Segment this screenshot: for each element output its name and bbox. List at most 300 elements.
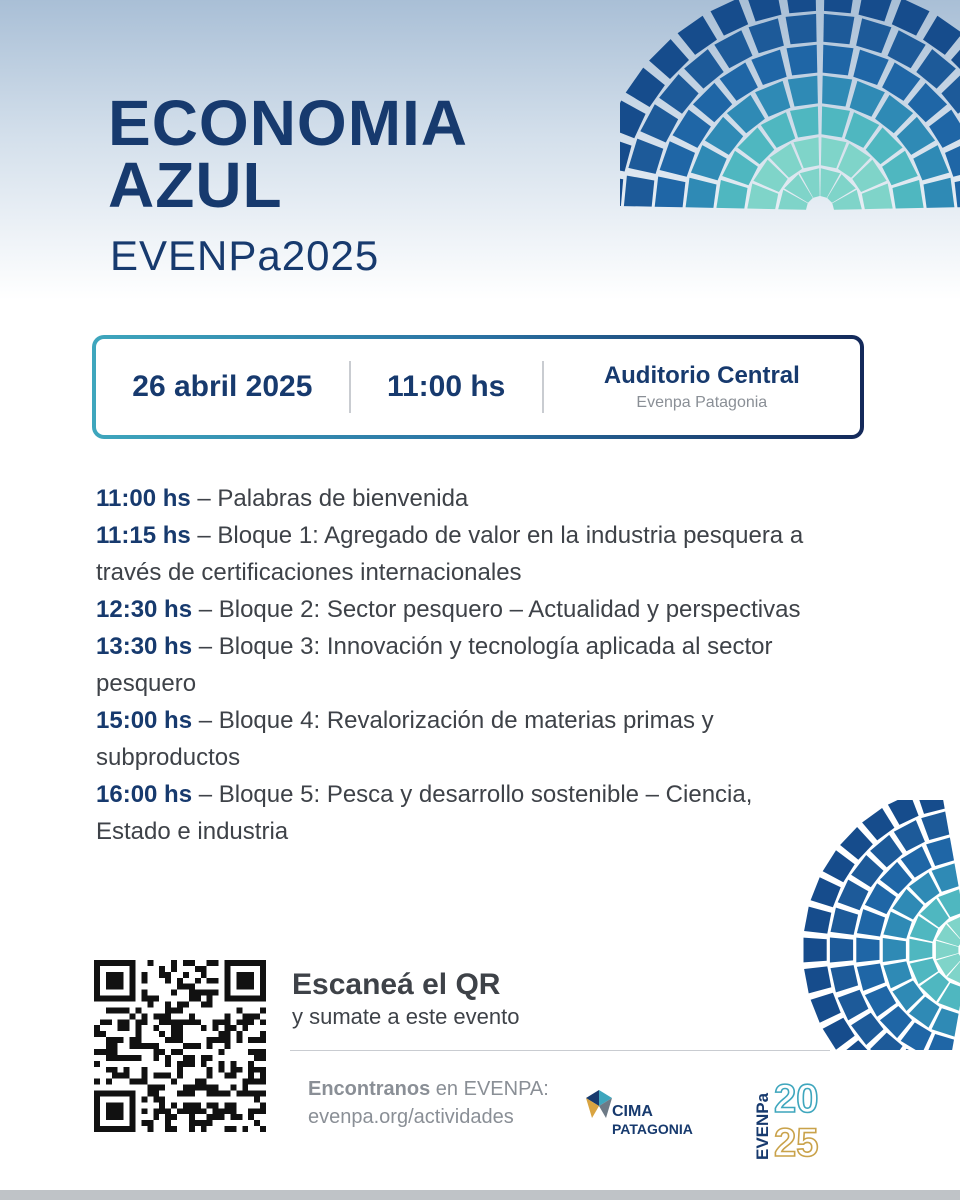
qr-module bbox=[159, 1096, 165, 1102]
qr-module bbox=[201, 966, 207, 972]
qr-module bbox=[106, 1049, 112, 1055]
mosaic-tile bbox=[788, 76, 818, 107]
mosaic-tile bbox=[921, 812, 949, 841]
qr-module bbox=[189, 1061, 195, 1067]
qr-module bbox=[112, 1055, 118, 1061]
qr-module bbox=[260, 1079, 266, 1085]
event-venue: Auditorio Central bbox=[603, 362, 800, 389]
qr-module bbox=[260, 1049, 266, 1055]
qr-module bbox=[219, 1067, 225, 1073]
mosaic-tile bbox=[893, 180, 924, 209]
qr-module bbox=[124, 1019, 130, 1025]
qr-module bbox=[112, 1007, 118, 1013]
qr-module bbox=[248, 1019, 254, 1025]
qr-module bbox=[147, 1126, 153, 1132]
qr-module bbox=[141, 1067, 147, 1073]
qr-module bbox=[177, 1049, 183, 1055]
qr-module bbox=[141, 1073, 147, 1079]
qr-module bbox=[171, 1025, 177, 1031]
qr-module bbox=[207, 960, 213, 966]
qr-module bbox=[236, 1090, 242, 1096]
qr-module bbox=[230, 1102, 236, 1108]
qr-module bbox=[171, 1037, 177, 1043]
mosaic-tile bbox=[909, 939, 932, 961]
qr-module bbox=[254, 1049, 260, 1055]
mosaic-tile bbox=[823, 850, 855, 882]
mosaic-tile bbox=[678, 16, 717, 55]
qr-module bbox=[124, 1025, 130, 1031]
cima-logo-line-2: PATAGONIA bbox=[612, 1121, 693, 1137]
qr-module bbox=[207, 1055, 213, 1061]
qr-module bbox=[159, 1019, 165, 1025]
mosaic-tile bbox=[888, 30, 926, 68]
qr-module bbox=[219, 1049, 225, 1055]
qr-module bbox=[248, 1114, 254, 1120]
qr-module bbox=[201, 1055, 207, 1061]
qr-module bbox=[159, 1073, 165, 1079]
qr-module bbox=[195, 1102, 201, 1108]
find-us-strong: Encontranos bbox=[308, 1078, 431, 1100]
agenda-time: 12:30 hs bbox=[96, 596, 193, 623]
mosaic-tile bbox=[955, 177, 960, 208]
qr-module bbox=[236, 1114, 242, 1120]
qr-module bbox=[254, 1096, 260, 1102]
qr-module bbox=[183, 1090, 189, 1096]
mosaic-tile bbox=[924, 178, 955, 208]
qr-module bbox=[159, 972, 165, 978]
qr-module bbox=[112, 1043, 118, 1049]
qr-module bbox=[153, 1114, 159, 1120]
agenda-time: 15:00 hs bbox=[96, 707, 193, 734]
qr-module bbox=[242, 1019, 248, 1025]
qr-module bbox=[236, 1019, 242, 1025]
qr-module bbox=[242, 1090, 248, 1096]
mosaic-tile bbox=[804, 966, 831, 993]
mosaic-tile bbox=[747, 0, 782, 22]
qr-module bbox=[141, 1096, 147, 1102]
qr-module bbox=[147, 1043, 153, 1049]
mosaic-tile bbox=[751, 50, 786, 85]
mosaic-tile bbox=[857, 964, 885, 991]
event-info-box bbox=[92, 335, 864, 439]
qr-module bbox=[124, 1073, 130, 1079]
qr-module bbox=[165, 1013, 171, 1019]
qr-module bbox=[213, 978, 219, 984]
qr-module bbox=[248, 1090, 254, 1096]
qr-module bbox=[224, 1090, 230, 1096]
qr-module bbox=[165, 1126, 171, 1132]
qr-module bbox=[136, 1037, 142, 1043]
qr-module bbox=[183, 1002, 189, 1008]
qr-module bbox=[242, 1013, 248, 1019]
qr-module bbox=[171, 990, 177, 996]
qr-module bbox=[171, 966, 177, 972]
qr-module bbox=[254, 1067, 260, 1073]
qr-module bbox=[248, 1073, 254, 1079]
qr-module bbox=[171, 1079, 177, 1085]
qr-module bbox=[189, 1090, 195, 1096]
qr-module bbox=[141, 996, 147, 1002]
event-url-link[interactable]: evenpa.org/actividades bbox=[308, 1106, 514, 1128]
qr-module bbox=[94, 1025, 100, 1031]
qr-module bbox=[141, 1043, 147, 1049]
qr-module bbox=[177, 1108, 183, 1114]
qr-module bbox=[153, 1055, 159, 1061]
qr-module bbox=[189, 984, 195, 990]
qr-module bbox=[260, 1067, 266, 1073]
qr-module bbox=[159, 1013, 165, 1019]
qr-module bbox=[171, 1049, 177, 1055]
event-time: 11:00 hs bbox=[386, 370, 506, 403]
mosaic-tile bbox=[620, 101, 646, 139]
qr-module bbox=[165, 1037, 171, 1043]
mosaic-tile bbox=[831, 908, 859, 935]
qr-module bbox=[201, 1085, 207, 1091]
qr-module bbox=[236, 1037, 242, 1043]
qr-module bbox=[207, 1090, 213, 1096]
qr-module bbox=[207, 1037, 213, 1043]
qr-module bbox=[189, 1126, 195, 1132]
qr-module bbox=[195, 978, 201, 984]
agenda-text: – Bloque 3: Innovación y tecnología aplicada al sector pesquero bbox=[96, 633, 773, 697]
qr-module bbox=[189, 1114, 195, 1120]
qr-module bbox=[165, 1019, 171, 1025]
event-date: 26 abril 2025 bbox=[132, 370, 313, 403]
title-line-2: AZUL bbox=[108, 149, 283, 221]
qr-module bbox=[213, 1108, 219, 1114]
qr-module bbox=[230, 1025, 236, 1031]
qr-module bbox=[213, 1025, 219, 1031]
agenda-text: – Bloque 2: Sector pesquero – Actualidad y perspectivas bbox=[192, 596, 801, 623]
evenpa-logo-year-top: 20 bbox=[774, 1077, 819, 1121]
qr-module bbox=[130, 1079, 136, 1085]
qr-module bbox=[171, 960, 177, 966]
qr-module bbox=[183, 1085, 189, 1091]
qr-module bbox=[254, 1037, 260, 1043]
mosaic-tile bbox=[831, 965, 859, 992]
agenda-item bbox=[96, 480, 816, 517]
mosaic-tile bbox=[882, 63, 920, 101]
qr-module bbox=[147, 1002, 153, 1008]
qr-module bbox=[254, 1079, 260, 1085]
qr-module bbox=[153, 1085, 159, 1091]
mosaic-tile bbox=[830, 938, 853, 963]
qr-module bbox=[201, 990, 207, 996]
qr-module bbox=[207, 996, 213, 1002]
mosaic-tile bbox=[660, 141, 695, 176]
cima-logo-line-1: CIMA bbox=[612, 1103, 653, 1120]
qr-module bbox=[254, 1090, 260, 1096]
qr-module bbox=[153, 1049, 159, 1055]
qr-module bbox=[201, 1079, 207, 1085]
mosaic-tile bbox=[908, 83, 947, 122]
qr-module bbox=[207, 1102, 213, 1108]
mosaic-tile bbox=[659, 74, 699, 114]
qr-module bbox=[147, 996, 153, 1002]
mosaic-tile bbox=[894, 820, 925, 851]
qr-module bbox=[177, 1031, 183, 1037]
mosaic-tile bbox=[787, 45, 818, 76]
mosaic-tile bbox=[823, 14, 854, 44]
qr-module bbox=[230, 1067, 236, 1073]
mosaic-tile bbox=[714, 30, 752, 68]
qr-module bbox=[130, 1013, 136, 1019]
qr-module bbox=[100, 1049, 106, 1055]
agenda-item bbox=[96, 776, 816, 850]
qr-module bbox=[171, 1007, 177, 1013]
qr-module bbox=[195, 996, 201, 1002]
qr-module bbox=[248, 1108, 254, 1114]
cima-patagonia-logo-icon bbox=[582, 1088, 616, 1122]
qr-module bbox=[248, 1079, 254, 1085]
mosaic-tile bbox=[640, 104, 678, 142]
qr-module bbox=[159, 966, 165, 972]
qr-module bbox=[141, 1108, 147, 1114]
mosaic-tile bbox=[785, 0, 816, 13]
qr-module bbox=[147, 1090, 153, 1096]
title-line-1: ECONOMIA bbox=[108, 87, 468, 159]
qr-module bbox=[177, 1002, 183, 1008]
mosaic-tile bbox=[655, 177, 686, 208]
qr-module bbox=[230, 1108, 236, 1114]
qr-module bbox=[159, 1049, 165, 1055]
qr-module bbox=[224, 1126, 230, 1132]
qr-module bbox=[124, 1007, 130, 1013]
qr-module bbox=[118, 1055, 124, 1061]
event-info-inner bbox=[96, 339, 860, 435]
qr-module bbox=[165, 1108, 171, 1114]
qr-module bbox=[213, 1085, 219, 1091]
qr-module bbox=[183, 984, 189, 990]
mosaic-decoration-bottom-icon bbox=[800, 800, 960, 1050]
agenda-item bbox=[96, 628, 816, 702]
mosaic-tile bbox=[883, 938, 906, 962]
qr-module bbox=[195, 1019, 201, 1025]
qr-module bbox=[260, 1031, 266, 1037]
mosaic-tile bbox=[892, 0, 930, 36]
qr-module bbox=[136, 1019, 142, 1025]
qr-code-icon[interactable] bbox=[94, 960, 266, 1132]
mosaic-tile bbox=[620, 175, 623, 206]
agenda-time: 16:00 hs bbox=[96, 781, 193, 808]
qr-module bbox=[94, 1079, 100, 1085]
qr-module bbox=[153, 1025, 159, 1031]
qr-module bbox=[177, 984, 183, 990]
mosaic-tile bbox=[853, 50, 888, 85]
qr-module bbox=[124, 1055, 130, 1061]
qr-module bbox=[106, 1043, 112, 1049]
qr-module bbox=[183, 960, 189, 966]
evenpa-logo-year-bottom: 25 bbox=[774, 1121, 819, 1162]
qr-module bbox=[219, 1037, 225, 1043]
qr-module bbox=[224, 1043, 230, 1049]
qr-module bbox=[236, 972, 254, 990]
qr-module bbox=[201, 1120, 207, 1126]
qr-module bbox=[165, 972, 171, 978]
qr-module bbox=[183, 1108, 189, 1114]
qr-module bbox=[171, 1019, 177, 1025]
qr-module bbox=[201, 1002, 207, 1008]
qr-module bbox=[94, 1031, 100, 1037]
qr-module bbox=[248, 1013, 254, 1019]
qr-module bbox=[165, 1061, 171, 1067]
qr-module bbox=[230, 1085, 236, 1091]
mosaic-tile bbox=[856, 938, 879, 963]
qr-module bbox=[260, 1073, 266, 1079]
qr-module bbox=[260, 1090, 266, 1096]
mosaic-tile bbox=[823, 45, 854, 76]
qr-module bbox=[242, 1025, 248, 1031]
qr-module bbox=[124, 1067, 130, 1073]
qr-module bbox=[224, 1073, 230, 1079]
qr-module bbox=[219, 1031, 225, 1037]
qr-module bbox=[224, 1102, 230, 1108]
qr-module bbox=[106, 1067, 112, 1073]
mosaic-tile bbox=[649, 39, 689, 79]
mosaic-tile bbox=[686, 178, 717, 208]
qr-module bbox=[106, 1019, 112, 1025]
agenda-item bbox=[96, 517, 816, 591]
mosaic-tile bbox=[823, 1018, 855, 1050]
mosaic-tile bbox=[804, 907, 831, 934]
qr-module bbox=[195, 1085, 201, 1091]
qr-module bbox=[118, 1037, 124, 1043]
qr-module bbox=[260, 1055, 266, 1061]
qr-module bbox=[224, 1013, 230, 1019]
qr-module bbox=[242, 1085, 248, 1091]
qr-module bbox=[189, 990, 195, 996]
qr-module bbox=[177, 1061, 183, 1067]
qr-module bbox=[153, 1108, 159, 1114]
qr-module bbox=[112, 1049, 118, 1055]
qr-module bbox=[213, 960, 219, 966]
mosaic-tile bbox=[840, 827, 873, 860]
qr-module bbox=[213, 1102, 219, 1108]
qr-module bbox=[106, 1037, 112, 1043]
qr-module bbox=[224, 1037, 230, 1043]
qr-module bbox=[201, 1025, 207, 1031]
mosaic-tile bbox=[822, 106, 851, 137]
qr-module bbox=[248, 1061, 254, 1067]
qr-module bbox=[177, 1037, 183, 1043]
mosaic-tile bbox=[786, 14, 817, 44]
agenda-text: – Bloque 4: Revalorización de materias primas y subproductos bbox=[96, 707, 714, 771]
agenda-text: – Bloque 5: Pesca y desarrollo sostenible – Ciencia, Estado e industria bbox=[96, 781, 753, 845]
qr-module bbox=[189, 1120, 195, 1126]
qr-module bbox=[207, 1043, 213, 1049]
agenda-item bbox=[96, 591, 816, 628]
qr-module bbox=[230, 1073, 236, 1079]
mosaic-tile bbox=[822, 76, 852, 107]
qr-module bbox=[165, 1055, 171, 1061]
qr-module bbox=[236, 1067, 242, 1073]
find-us-rest: en EVENPA: bbox=[430, 1078, 549, 1100]
qr-module bbox=[118, 1019, 124, 1025]
qr-module bbox=[207, 1114, 213, 1120]
qr-module bbox=[136, 1079, 142, 1085]
mosaic-tile bbox=[626, 68, 665, 107]
qr-module bbox=[260, 1108, 266, 1114]
qr-module bbox=[141, 972, 147, 978]
qr-module bbox=[207, 978, 213, 984]
qr-module bbox=[136, 1025, 142, 1031]
qr-module bbox=[254, 1108, 260, 1114]
qr-module bbox=[189, 1102, 195, 1108]
qr-module bbox=[165, 1120, 171, 1126]
qr-module bbox=[195, 1079, 201, 1085]
qr-module bbox=[136, 1055, 142, 1061]
qr-module bbox=[183, 1102, 189, 1108]
qr-module bbox=[141, 1019, 147, 1025]
qr-module bbox=[213, 990, 219, 996]
evenpa-logo-vertical-text: EVENPa bbox=[753, 1092, 772, 1160]
qr-module bbox=[136, 1031, 142, 1037]
qr-module bbox=[165, 1002, 171, 1008]
mosaic-tile bbox=[916, 49, 956, 89]
qr-module bbox=[177, 1067, 183, 1073]
qr-module bbox=[159, 1031, 165, 1037]
mosaic-tile bbox=[693, 83, 732, 122]
mosaic-tile bbox=[811, 993, 841, 1023]
qr-module bbox=[130, 1037, 136, 1043]
mosaic-tile bbox=[859, 0, 894, 22]
qr-module bbox=[130, 1043, 136, 1049]
qr-module bbox=[224, 1031, 230, 1037]
qr-module bbox=[195, 1043, 201, 1049]
agenda-time: 11:00 hs bbox=[96, 485, 191, 512]
qr-module bbox=[183, 1055, 189, 1061]
qr-module bbox=[189, 1043, 195, 1049]
mosaic-tile bbox=[720, 63, 758, 101]
qr-module bbox=[189, 960, 195, 966]
mosaic-tile bbox=[804, 938, 827, 963]
qr-module bbox=[118, 1073, 124, 1079]
agenda-time: 13:30 hs bbox=[96, 633, 193, 660]
agenda-time: 11:15 hs bbox=[96, 522, 191, 549]
qr-module bbox=[171, 1114, 177, 1120]
mosaic-tile bbox=[857, 909, 885, 936]
qr-module bbox=[141, 1013, 147, 1019]
qr-module bbox=[159, 1108, 165, 1114]
qr-module bbox=[136, 1007, 142, 1013]
qr-module bbox=[230, 1061, 236, 1067]
qr-module bbox=[165, 978, 171, 984]
qr-module bbox=[248, 1037, 254, 1043]
qr-module bbox=[183, 972, 189, 978]
agenda-text: – Bloque 1: Agregado de valor en la industria pesquera a través de certificaciones internacionales bbox=[96, 522, 804, 586]
qr-module bbox=[219, 1114, 225, 1120]
qr-module bbox=[201, 1061, 207, 1067]
qr-module bbox=[224, 1108, 230, 1114]
qr-module bbox=[153, 1013, 159, 1019]
qr-module bbox=[189, 1055, 195, 1061]
mosaic-tile bbox=[838, 880, 869, 911]
agenda-item bbox=[96, 702, 816, 776]
qr-module bbox=[254, 1055, 260, 1061]
qr-module bbox=[177, 1025, 183, 1031]
qr-module bbox=[159, 1102, 165, 1108]
qr-module bbox=[165, 1114, 171, 1120]
qr-module bbox=[260, 1126, 266, 1132]
qr-module bbox=[106, 1055, 112, 1061]
qr-module bbox=[260, 1019, 266, 1025]
mosaic-tile bbox=[856, 18, 891, 53]
qr-module bbox=[94, 1061, 100, 1067]
event-venue-block bbox=[544, 362, 860, 412]
mosaic-tile bbox=[811, 877, 841, 907]
qr-module bbox=[106, 1007, 112, 1013]
agenda-text: – Palabras de bienvenida bbox=[190, 485, 469, 512]
